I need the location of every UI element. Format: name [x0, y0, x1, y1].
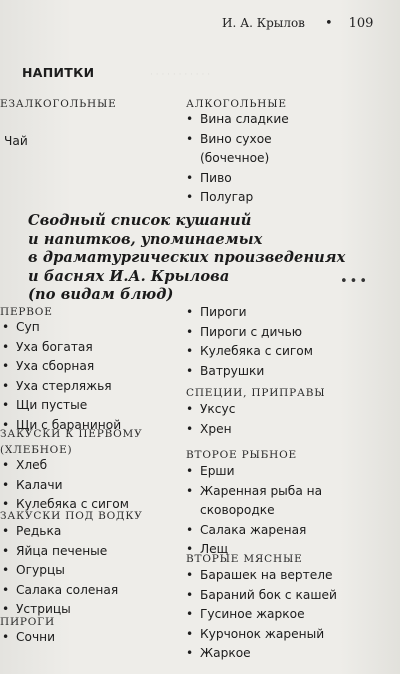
right-group-header: СПЕЦИИ, ПРИПРАВЫ [186, 387, 326, 399]
running-head-author: И. А. Крылов [222, 16, 305, 30]
running-head [222, 16, 373, 31]
section-title: НАПИТКИ [22, 65, 95, 80]
list-item: • Уха богатая [2, 339, 93, 354]
list-item: • Хрен [186, 421, 232, 436]
list-item: • Курчонок жареный [186, 626, 325, 641]
summary-line: в драматургических произведениях [28, 249, 346, 266]
list-item: • Бараний бок с кашей [186, 587, 337, 602]
list-item: • Уха стерляжья [2, 378, 112, 393]
summary-line: и напитков, упоминаемых [28, 230, 263, 248]
nonalcoholic-item: Чай [4, 134, 28, 148]
left-group-header: ПЕРВОЕ [0, 306, 53, 318]
right-group-header: ВТОРЫЕ МЯСНЫЕ [186, 553, 303, 565]
list-item: • Вино сухое [186, 131, 272, 146]
list-item: • Яйца печеные [2, 543, 108, 558]
list-item: • Уха сборная [2, 359, 95, 374]
left-group-header: ПИРОГИ [0, 616, 55, 628]
right-group-list [186, 303, 313, 381]
summary-line: Сводный список кушаний [28, 212, 252, 229]
list-item: • Щи пустые [2, 398, 88, 413]
list-item: • Полугар [186, 190, 254, 205]
summary-line: (по видам блюд) [28, 286, 174, 303]
list-item-continuation: сковородке [200, 503, 275, 518]
nonalcoholic-header: ЕЗАЛКОГОЛЬНЫЕ [0, 98, 117, 110]
summary-line: и баснях И.А. Крылова [28, 267, 230, 285]
list-item: • Лещ [186, 542, 229, 557]
list-item: • Салака соленая [2, 582, 119, 597]
list-item: • Калачи [2, 477, 63, 492]
list-item: • Пироги с дичью [186, 324, 303, 339]
list-item: • Гусиное жаркое [186, 607, 305, 622]
list-item: • Кулебяка с сигом [186, 344, 313, 359]
list-item: • Хлеб [2, 458, 48, 472]
list-item: • Кулебяка с сигом [2, 497, 129, 512]
left-group-header: ЗАКУСКИ ПОД ВОДКУ [0, 510, 143, 522]
left-group-list [2, 628, 55, 648]
left-group-header: ЗАКУСКИ К ПЕРВОМУ [0, 428, 143, 440]
left-group-list [2, 522, 118, 620]
list-item: • Редька [2, 524, 62, 538]
page-number: 109 [348, 16, 374, 31]
alcoholic-list [186, 110, 289, 208]
list-item: • Суп [2, 320, 40, 334]
list-item: • Сочни [2, 630, 56, 644]
list-item: • Жаренная рыба на [186, 483, 323, 498]
list-item-continuation: (бочечное) [200, 151, 270, 166]
left-group-list [2, 456, 129, 515]
list-item: • Ватрушки [186, 363, 265, 378]
list-item: • Уксус [186, 402, 236, 416]
list-item: • Салака жареная [186, 522, 307, 537]
list-item: • Барашек на вертеле [186, 568, 333, 582]
list-item: • Огурцы [2, 563, 65, 578]
summary-heading [28, 212, 358, 305]
alcoholic-header: АЛКОГОЛЬНЫЕ [186, 98, 287, 110]
ornament-dots: ••• [340, 274, 370, 289]
list-item: • Жаркое [186, 646, 251, 661]
list-item: • Вина сладкие [186, 112, 289, 126]
right-group-header: ВТОРОЕ РЫБНОЕ [186, 449, 297, 461]
list-item: • Ерши [186, 464, 235, 478]
list-item: • Пиво [186, 170, 232, 185]
bleed-through-text: · · · · · · · · · · · [150, 70, 211, 80]
right-group-list [186, 462, 322, 560]
list-item: • Пироги [186, 305, 247, 319]
list-item: • Устрицы [2, 602, 71, 617]
right-group-list [186, 400, 235, 439]
separator-dot: • [324, 16, 333, 31]
left-group-list [2, 318, 121, 436]
left-group-subheader: (ХЛЕБНОЕ) [0, 444, 73, 456]
right-group-list [186, 566, 337, 664]
list-item: • Щи с бараниной [2, 417, 122, 432]
